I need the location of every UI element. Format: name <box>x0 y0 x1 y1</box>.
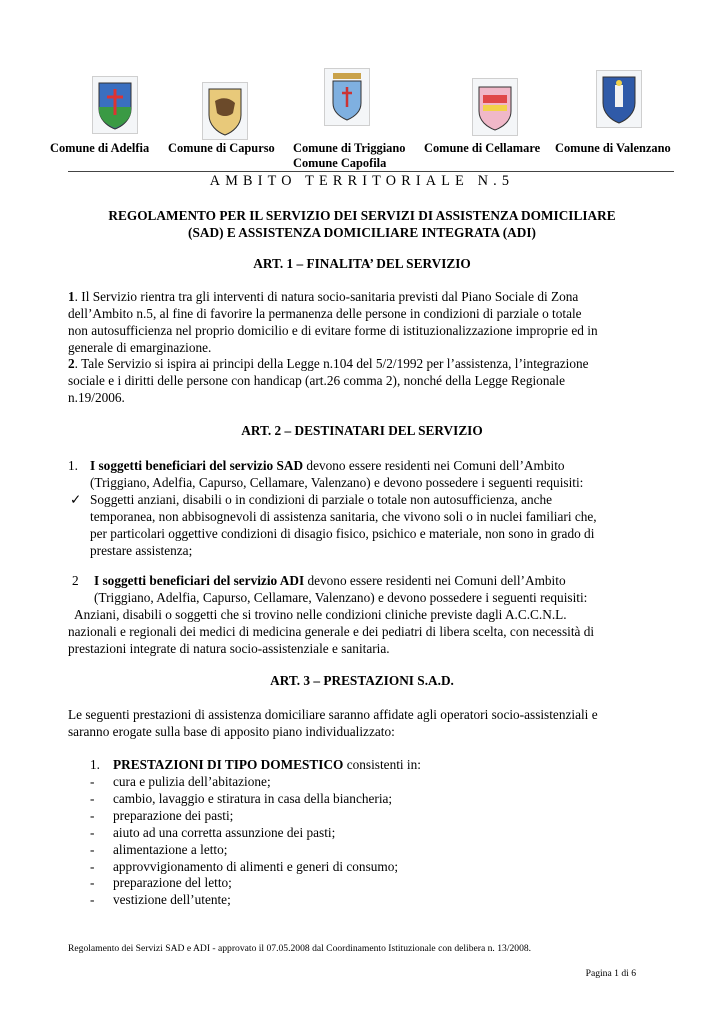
list-item: cura e pulizia dell’abitazione; <box>113 774 271 789</box>
valenzano-crest-icon <box>596 70 642 128</box>
list-dash: - <box>90 825 95 840</box>
art2-item1: I soggetti beneficiari del servizio SAD devono essere residenti nei Comuni dell’Ambito (Triggiano, Adelfia, Capurso, Cellamare, Valenzano) e devono possedere i seguenti requisiti: <box>90 458 584 490</box>
list-item: aiuto ad una corretta assunzione dei pasti; <box>113 825 336 840</box>
adelfia-crest-icon <box>92 76 138 134</box>
art1-paragraph-2: 2. Tale Servizio si ispira ai principi della Legge n.104 del 5/2/1992 per l’assistenza, l’integrazione sociale e i diritti delle persone con handicap (art.26 comma 2), nonché della Legge Regionale n.19/2006. <box>68 356 589 405</box>
art3-item1-title: PRESTAZIONI DI TIPO DOMESTICO consistenti in: <box>113 757 421 772</box>
art2-heading: ART. 2 – DESTINATARI DEL SERVIZIO <box>241 423 483 438</box>
comune-valenzano: Comune di Valenzano <box>555 141 671 155</box>
list-dash: - <box>90 842 95 857</box>
header-rule <box>68 171 674 172</box>
art2-item2: I soggetti beneficiari del servizio ADI devono essere residenti nei Comuni dell’Ambito (Triggiano, Adelfia, Capurso, Cellamare, Valenzano) e devono possedere i seguenti requisiti: <box>94 573 588 605</box>
list-dash: - <box>90 774 95 789</box>
comune-capurso: Comune di Capurso <box>168 141 275 155</box>
capurso-crest-icon <box>202 82 248 140</box>
list-item: cambio, lavaggio e stiratura in casa della biancheria; <box>113 791 393 806</box>
comune-triggiano: Comune di Triggiano <box>293 141 406 155</box>
list-item: preparazione del letto; <box>113 875 232 890</box>
list-item: preparazione dei pasti; <box>113 808 234 823</box>
list-dash: - <box>90 875 95 890</box>
comune-adelfia: Comune di Adelfia <box>50 141 150 155</box>
art2-item1-number: 1. <box>68 458 78 473</box>
art3-heading: ART. 3 – PRESTAZIONI S.A.D. <box>270 673 454 688</box>
doc-title-line1: REGOLAMENTO PER IL SERVIZIO DEI SERVIZI DI ASSISTENZA DOMICILIARE <box>108 208 616 223</box>
art1-heading: ART. 1 – FINALITA’ DEL SERVIZIO <box>253 256 471 271</box>
footer-note: Regolamento dei Servizi SAD e ADI - approvato il 07.05.2008 dal Coordinamento Istituzionale con delibera n. 13/2008. <box>68 943 532 954</box>
art1-paragraph-1: 1. Il Servizio rientra tra gli interventi di natura socio-sanitaria previsti dal Piano Sociale di Zona dell’Ambito n.5, al fine di favorire la permanenza delle persone in condizioni di parziale o totale non autosufficienza nel proprio domicilio e di evitare forme di istituzionalizzazione improprie ed in generale di emarginazione. <box>68 289 598 355</box>
art2-item2-details: Anziani, disabili o soggetti che si trovino nelle condizioni cliniche previste dagli A.C.C.N.L. nazionali e regionali dei medici di medicina generale e dei pediatri di libera scelta, con necessità di prestazioni integrate di natura socio-assistenziale e sanitaria. <box>68 607 595 656</box>
ambito-title: AMBITO TERRITORIALE N.5 <box>209 173 515 189</box>
checkmark-icon: ✓ <box>70 492 82 507</box>
cellamare-crest-icon <box>472 78 518 136</box>
list-item: alimentazione a letto; <box>113 842 228 857</box>
list-item: vestizione dell’utente; <box>113 892 231 907</box>
doc-title-line2: (SAD) E ASSISTENZA DOMICILIARE INTEGRATA (ADI) <box>188 225 536 240</box>
art2-checklist-item: Soggetti anziani, disabili o in condizioni di parziale o totale non autosufficienza, anche temporanea, non abbisognevoli di assistenza sanitaria, che vivono soli o in nuclei familiari che, per particolari oggettive condizioni di disagio fisico, psichico e materiale, non sono in grado di prestare assistenza; <box>90 492 597 558</box>
art3-item1-number: 1. <box>90 757 100 772</box>
art1-p1-number: 1 <box>68 289 75 304</box>
art2-item2-number: 2 <box>72 573 79 588</box>
comune-cellamare: Comune di Cellamare <box>424 141 541 155</box>
art1-p2-number: 2 <box>68 356 75 371</box>
triggiano-crest-icon <box>324 68 370 126</box>
list-dash: - <box>90 892 95 907</box>
list-dash: - <box>90 791 95 806</box>
page-number: Pagina 1 di 6 <box>585 968 636 979</box>
art3-intro: Le seguenti prestazioni di assistenza domiciliare saranno affidate agli operatori socio-assistenziali e saranno erogate sulla base di apposito piano individualizzato: <box>68 707 598 739</box>
comune-capofila: Comune Capofila <box>293 156 387 170</box>
list-dash: - <box>90 808 95 823</box>
list-dash: - <box>90 859 95 874</box>
list-item: approvvigionamento di alimenti e generi di consumo; <box>113 859 399 874</box>
